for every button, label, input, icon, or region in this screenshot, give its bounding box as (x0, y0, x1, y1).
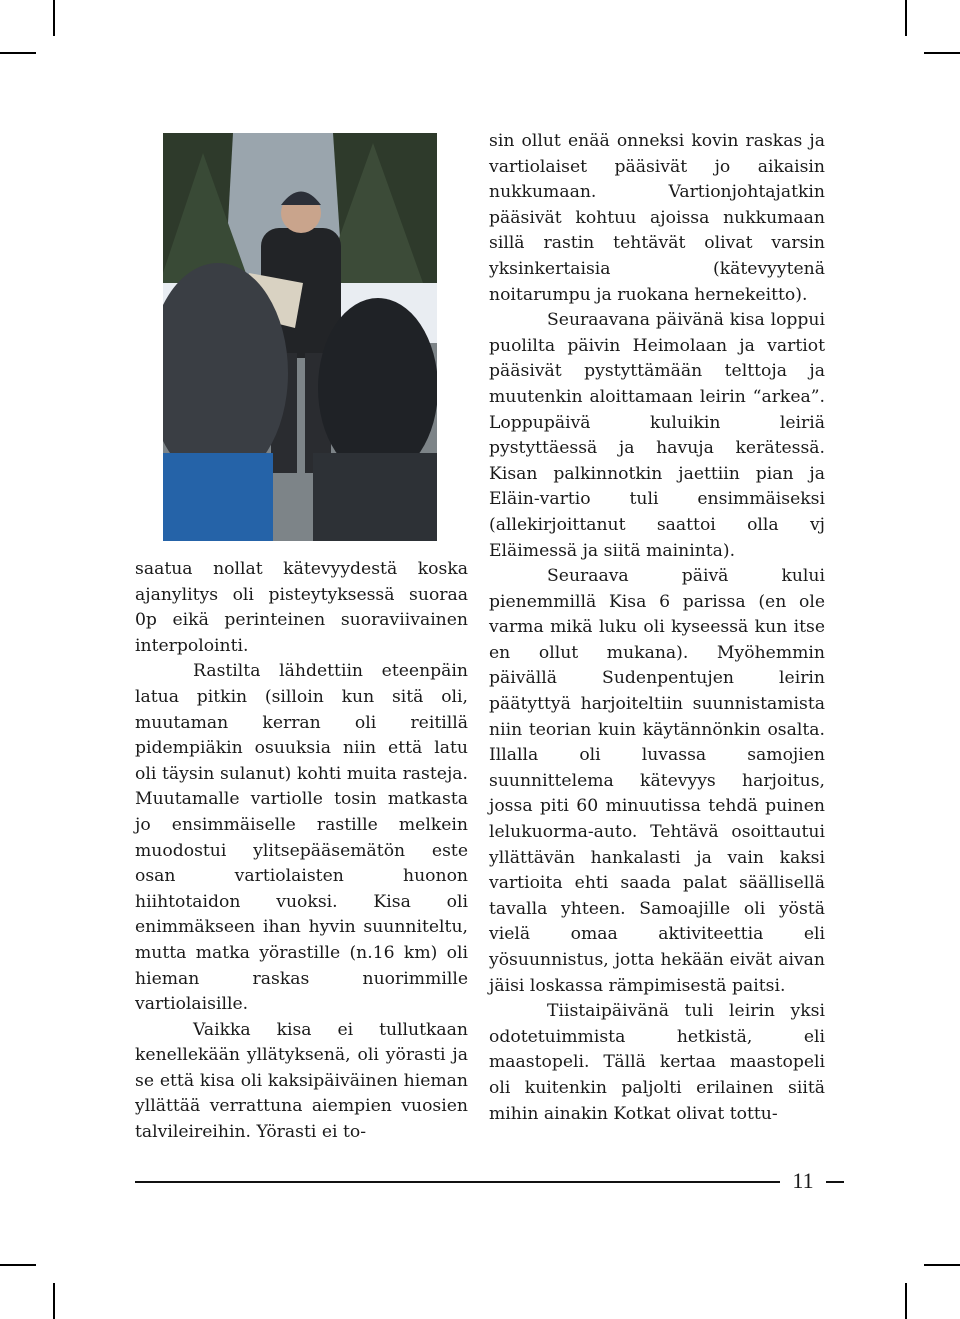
crop-mark (53, 0, 55, 36)
paragraph: sin ollut enää onneksi kovin raskas ja vartiolaiset pääsivät jo aikaisin nukkumaan. Vartionjohtajatkin pääsivät kohtuu ajoissa nukkumaan sillä rastin tehtävät olivat varsin yksinkertaisia (kätevyytenä noitarumpu ja ruokana hernekeitto). (489, 131, 825, 305)
crop-mark (0, 52, 36, 54)
right-column (489, 129, 825, 1127)
page-number: 11 (792, 1168, 814, 1193)
crop-mark (0, 1264, 36, 1266)
crop-mark (53, 1283, 55, 1319)
paragraph: Seuraavana päivänä kisa loppui puolilta päivin Heimolaan ja vartiot pääsivät pystyttämään telttoja ja muutenkin aloittamaan leirin “arkea”. Loppupäivä kuluikin leiriä pystyttäessä ja havuja kerätessä. Kisan palkinnotkin jaettiin pian ja Eläin-vartio tuli ensimmäiseksi (allekirjoittanut saattoi olla vj Eläimessä ja siitä maininta). (489, 310, 825, 561)
photo-illustration (163, 133, 437, 541)
crop-mark (905, 1283, 907, 1319)
paragraph: Tiistaipäivänä tuli leirin yksi odotetuimmista hetkistä, eli maastopeli. Tällä kertaa maastopeli oli kuitenkin paljolti erilainen siitä mihin ainakin Kotkat olivat tottu- (489, 1001, 825, 1124)
crop-mark (924, 52, 960, 54)
paragraph: Seuraava päivä kului pienemmillä Kisa 6 parissa (en ole varma mikä luku oli kyseessä kun itse en ollut mukana). Myöhemmin päivällä Sudenpentujen leirin päätyttyä harjoiteltiin suunnistamista niin teorian kuin käytännönkin osalta. Illalla oli luvassa samojien suunnittelema kätevyys harjoitus, jossa piti 60 minuutissa tehdä puinen lelukuorma-auto. Tehtävä osoittautui yllättävän hankalasti ja vain kaksi vartioita ehti saada palat säällisellä tavalla yhteen. Samoajille oli yöstä vielä omaa aktiviteettia eli yösuunnistus, jotta hekään eivät aivan jäisi loskassa rämpimisestä paitsi. (489, 566, 825, 996)
footer-dash (826, 1181, 844, 1183)
crop-mark (905, 0, 907, 36)
paragraph: Rastilta lähdettiin eteenpäin latua pitkin (silloin kun sitä oli, muutaman kerran oli reitillä pidempiäkin osuuksia niin että latu oli täysin sulanut) kohti muita rasteja. Muutamalle vartiolle tosin matkasta jo ensimmäiselle rastille melkein muodostui ylitsepääsemätön este osan vartiolaisten huonon hiihtotaidon vuoksi. Kisa oli enimmäkseen ihan hyvin suunniteltu, mutta matka yörastille (n.16 km) oli hieman raskas nuorimmille vartiolaisille. (135, 661, 468, 1015)
left-column (135, 557, 468, 1146)
footer-rule (135, 1181, 780, 1183)
paragraph: saatua nollat kätevyydestä koska ajanylitys oli pisteytyksessä suoraa 0p eikä perinteinen suoraviivainen interpolointi. (135, 559, 468, 656)
article-photo (163, 133, 437, 541)
crop-mark (924, 1264, 960, 1266)
paragraph: Vaikka kisa ei tullutkaan kenellekään yllätyksenä, oli yörasti ja se että kisa oli kaksipäiväinen hieman yllättää verrattuna aiempien vuosien talvileireihin. Yörasti ei to- (135, 1019, 468, 1143)
